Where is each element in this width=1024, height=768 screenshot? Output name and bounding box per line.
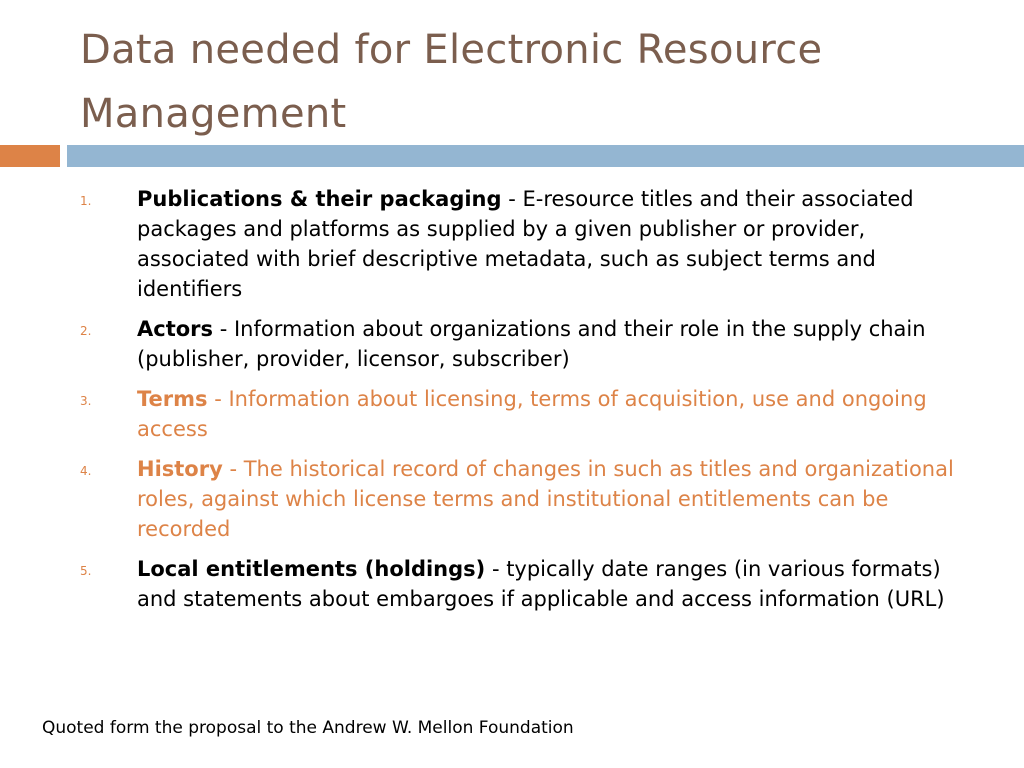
list-item-heading: Local entitlements (holdings) bbox=[137, 557, 486, 581]
list-item-text: - Information about licensing, terms of acquisition, use and ongoing access bbox=[137, 387, 927, 441]
list-item-publications bbox=[0, 184, 1024, 304]
footnote: Quoted form the proposal to the Andrew W. Mellon Foundation bbox=[42, 718, 574, 738]
list-item-number: 2. bbox=[80, 324, 92, 338]
slide-title: Data needed for Electronic Resource Management bbox=[80, 27, 823, 137]
list-item-text: - typically date ranges (in various formats) and statements about embargoes if applicable and access information (URL) bbox=[137, 557, 945, 611]
list-item-terms bbox=[0, 384, 1024, 444]
list-item-history bbox=[0, 454, 1024, 544]
list-item-text: - E-resource titles and their associated packages and platforms as supplied by a given publisher or provider, associated with brief descriptive metadata, such as subject terms and identifiers bbox=[137, 187, 914, 301]
list-item-text: - The historical record of changes in such as titles and organizational roles, against which license terms and institutional entitlements can be recorded bbox=[137, 457, 954, 541]
title-divider-accent bbox=[0, 145, 60, 167]
list-item-heading: Actors bbox=[137, 317, 214, 341]
list-item-heading: Terms bbox=[137, 387, 208, 411]
list-item-number: 4. bbox=[80, 464, 92, 478]
list-item-heading: History bbox=[137, 457, 223, 481]
list-item-number: 5. bbox=[80, 564, 92, 578]
list-item-number: 3. bbox=[80, 394, 92, 408]
list-item-text: - Information about organizations and their role in the supply chain (publisher, provider, licensor, subscriber) bbox=[137, 317, 926, 371]
content-list bbox=[0, 184, 1024, 624]
title-divider-bar bbox=[67, 145, 1024, 167]
list-item-actors bbox=[0, 314, 1024, 374]
list-item-number: 1. bbox=[80, 194, 92, 208]
list-item-local-entitlements bbox=[0, 554, 1024, 614]
list-item-heading: Publications & their packaging bbox=[137, 187, 502, 211]
